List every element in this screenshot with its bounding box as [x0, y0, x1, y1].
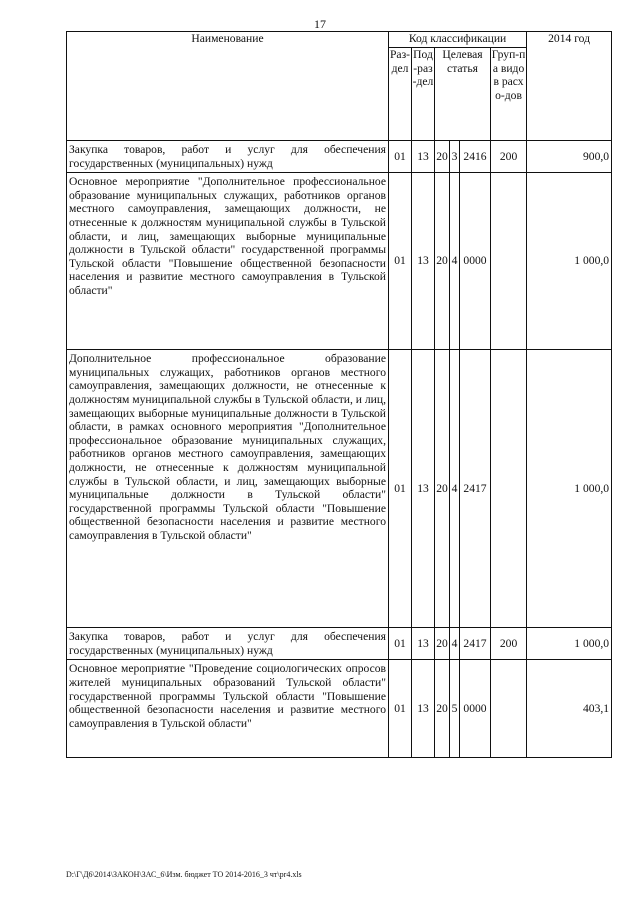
row-cs1: 20: [435, 173, 450, 350]
row-razdel: 01: [389, 141, 412, 173]
header-name: Наименование: [67, 32, 389, 141]
row-name: Закупка товаров, работ и услуг для обеспечения государственных (муниципальных) нужд: [67, 628, 389, 660]
budget-table: [66, 31, 612, 758]
row-podrazdel: 13: [412, 350, 435, 628]
row-cs3: 0000: [460, 173, 491, 350]
row-name: Основное мероприятие "Дополнительное профессиональное образование муниципальных служащих, работников органов местного самоуправления, замещающих должности, не отнесенные к должностям муниципальной службы в Тульской области, и лиц, замещающих выборные муниципальные должности в Тульской области" государственной программы Тульской области "Повышение общественной безопасности населения и развитие местного самоуправления в Тульской области": [67, 173, 389, 350]
row-cs1: 20: [435, 350, 450, 628]
footer-file-path: D:\Г\Д6\2014\ЗАКОН\ЗАС_6\Изм. бюджет ТО 2014-2016_3 чт\pr4.xls: [66, 870, 302, 879]
header-subsection: Под-раз-дел: [412, 48, 435, 141]
row-name: Основное мероприятие "Проведение социологических опросов жителей муниципальных образований Тульской области" государственной программы Тульской области "Повышение общественной безопасности населения и развитие местного самоуправления в Тульской области": [67, 660, 389, 758]
row-amount: 403,1: [527, 660, 612, 758]
row-podrazdel: 13: [412, 173, 435, 350]
row-cs1: 20: [435, 660, 450, 758]
table-row: [67, 350, 612, 628]
row-vr: 200: [491, 628, 527, 660]
row-amount: 1 000,0: [527, 173, 612, 350]
row-cs1: 20: [435, 628, 450, 660]
header-target: Целевая статья: [435, 48, 491, 141]
row-cs2: 4: [450, 350, 460, 628]
row-podrazdel: 13: [412, 628, 435, 660]
row-cs1: 20: [435, 141, 450, 173]
page-number: 17: [314, 17, 326, 31]
row-cs2: 5: [450, 660, 460, 758]
row-amount: 900,0: [527, 141, 612, 173]
row-cs2: 4: [450, 173, 460, 350]
row-name: Дополнительное профессиональное образование муниципальных служащих, работников органов местного самоуправления, замещающих должности, не отнесенные к должностям муниципальной службы в Тульской области, и лиц, замещающих выборные муниципальные должности в Тульской области, в рамках основного мероприятия "Дополнительное профессиональное образование муниципальных служащих, работников органов местного самоуправления, замещающих должности, не отнесенные к должностям муниципальной службы в Тульской области, и лиц, замещающих выборные муниципальные должности в Тульской области" государственной программы Тульской области "Повышение общественной безопасности населения и развитие местного самоуправления в Тульской области": [67, 350, 389, 628]
header-year: 2014 год: [527, 32, 612, 141]
row-cs3: 2417: [460, 628, 491, 660]
row-vr: 200: [491, 141, 527, 173]
row-razdel: 01: [389, 350, 412, 628]
row-cs3: 2416: [460, 141, 491, 173]
row-cs3: 0000: [460, 660, 491, 758]
row-razdel: 01: [389, 628, 412, 660]
row-vr: [491, 173, 527, 350]
row-name: Закупка товаров, работ и услуг для обеспечения государственных (муниципальных) нужд: [67, 141, 389, 173]
row-podrazdel: 13: [412, 660, 435, 758]
row-cs2: 3: [450, 141, 460, 173]
table-row: [67, 173, 612, 350]
row-amount: 1 000,0: [527, 350, 612, 628]
row-vr: [491, 660, 527, 758]
header-code-group: Код классификации: [389, 32, 527, 48]
table-row: [67, 628, 612, 660]
row-vr: [491, 350, 527, 628]
row-razdel: 01: [389, 173, 412, 350]
table-row: [67, 660, 612, 758]
row-cs2: 4: [450, 628, 460, 660]
row-amount: 1 000,0: [527, 628, 612, 660]
table-row: [67, 141, 612, 173]
row-cs3: 2417: [460, 350, 491, 628]
header-section: Раз-дел: [389, 48, 412, 141]
row-razdel: 01: [389, 660, 412, 758]
header-expense-group: Груп-па видов расхо-дов: [491, 48, 527, 141]
row-podrazdel: 13: [412, 141, 435, 173]
